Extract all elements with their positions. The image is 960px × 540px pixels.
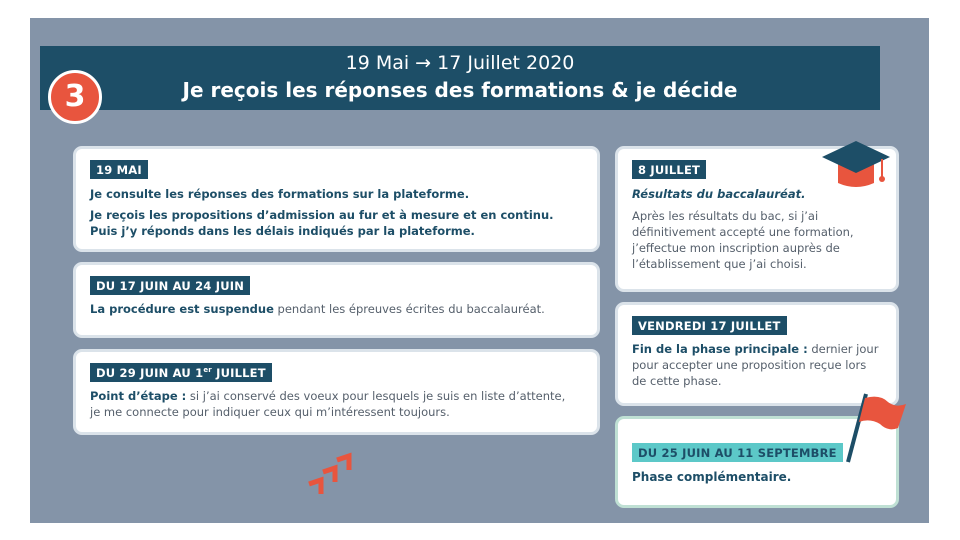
header-bar bbox=[40, 46, 880, 110]
card-19-mai bbox=[73, 146, 600, 252]
tag-sup: er bbox=[203, 366, 212, 375]
card-line: définitivement accepté une formation, bbox=[632, 225, 854, 239]
card-text-rest: je me connecte pour indiquer ceux qui m’intéressent toujours. bbox=[90, 405, 450, 419]
card-line: de cette phase. bbox=[632, 374, 722, 388]
flag-icon bbox=[840, 390, 910, 466]
date-tag: 19 MAI bbox=[90, 160, 148, 179]
card-text-bold: Fin de la phase principale : bbox=[632, 342, 808, 356]
card-text-bold: La procédure est suspendue bbox=[90, 302, 274, 316]
card-text-rest: dernier jour bbox=[807, 342, 879, 356]
date-tag: 8 JUILLET bbox=[632, 160, 706, 179]
date-tag: DU 17 JUIN AU 24 JUIN bbox=[90, 276, 250, 295]
tag-end: JUILLET bbox=[211, 366, 266, 380]
step-number-badge: 3 bbox=[48, 70, 102, 124]
card-text: Je consulte les réponses des formations sur la plateforme. bbox=[90, 187, 470, 201]
card-text bbox=[632, 341, 882, 389]
card-text bbox=[90, 301, 583, 318]
card-subtitle: Résultats du baccalauréat. bbox=[632, 187, 806, 201]
card-line: Après les résultats du bac, si j’ai bbox=[632, 209, 819, 223]
card-text-bold: Phase complémentaire. bbox=[632, 470, 792, 484]
card-text-rest: si j’ai conservé des voeux pour lesquels je suis en liste d’attente, bbox=[186, 389, 566, 403]
card-text bbox=[90, 388, 583, 420]
tag-main: DU 29 JUIN AU 1 bbox=[96, 366, 204, 380]
date-tag: DU 25 JUIN AU 11 SEPTEMBRE bbox=[632, 443, 843, 462]
card-text-bold: Point d’étape : bbox=[90, 389, 187, 403]
card-line: j’effectue mon inscription auprès de bbox=[632, 241, 840, 255]
date-tag: VENDREDI 17 JUILLET bbox=[632, 316, 787, 335]
date-tag bbox=[90, 363, 272, 382]
card-text: Puis j’y réponds dans les délais indiqués par la plateforme. bbox=[90, 224, 475, 238]
card-line: l’établissement que j’ai choisi. bbox=[632, 257, 807, 271]
card-text-rest: pendant les épreuves écrites du baccalauréat. bbox=[273, 302, 545, 316]
card-text bbox=[632, 208, 882, 272]
card-text: Je reçois les propositions d’admission au fur et à mesure et en continu. bbox=[90, 208, 554, 222]
date-range: 19 Mai → 17 Juillet 2020 bbox=[345, 52, 575, 74]
card-17-juin bbox=[73, 262, 600, 338]
arrows-logo-icon bbox=[305, 450, 355, 498]
card-29-juin bbox=[73, 349, 600, 435]
card-line: pour accepter une proposition reçue lors bbox=[632, 358, 867, 372]
graduation-cap-icon bbox=[820, 135, 892, 195]
page-title: Je reçois les réponses des formations & je décide bbox=[182, 78, 738, 102]
